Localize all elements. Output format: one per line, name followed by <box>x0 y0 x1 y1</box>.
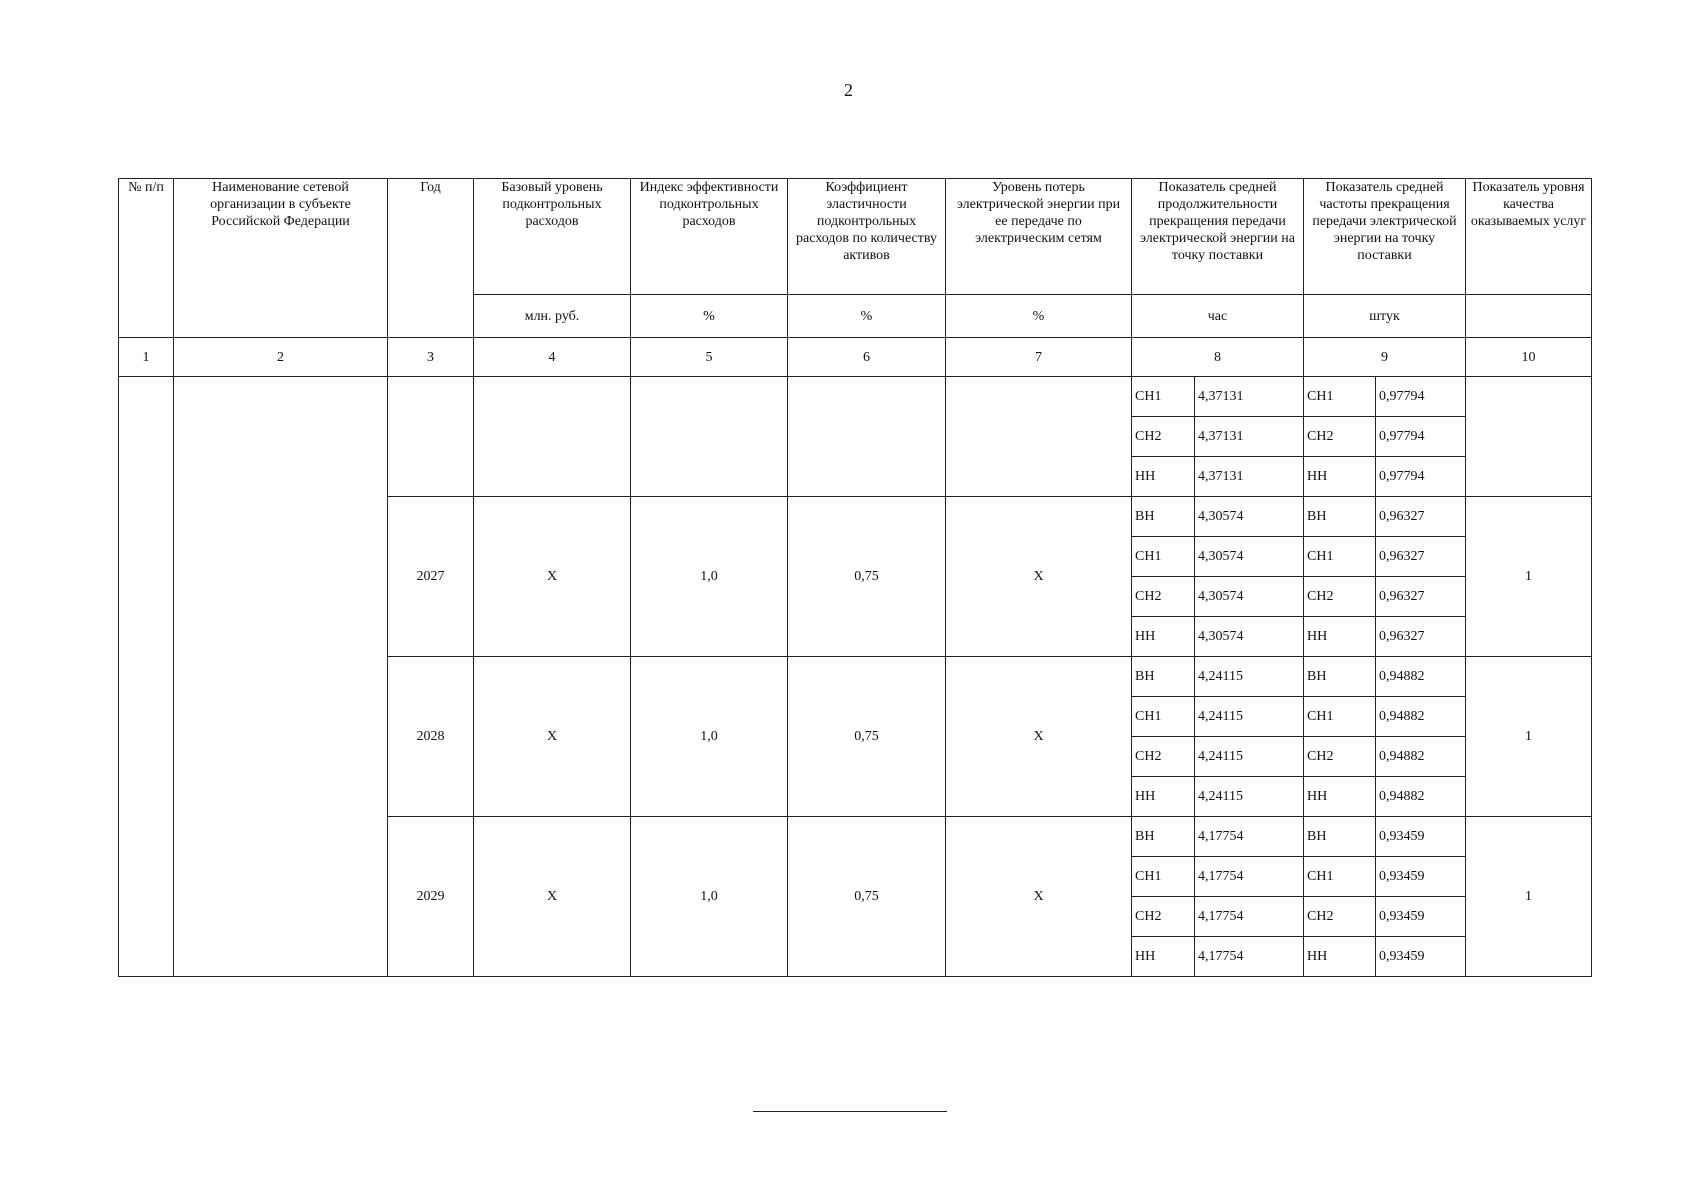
base-level-cell: X <box>474 657 631 817</box>
voltage-level: СН1 <box>1132 697 1195 737</box>
header-elasticity-coefficient: Коэффициент эластичности подконтрольных расходов по количеству активов <box>788 179 946 295</box>
frequency-value: 0,96327 <box>1376 577 1466 617</box>
frequency-value: 0,93459 <box>1376 857 1466 897</box>
voltage-level: ВН <box>1304 817 1376 857</box>
frequency-value: 0,94882 <box>1376 657 1466 697</box>
losses-level-cell <box>946 377 1132 497</box>
voltage-level: НН <box>1132 937 1195 977</box>
year-cell: 2027 <box>388 497 474 657</box>
duration-value: 4,37131 <box>1195 377 1304 417</box>
duration-value: 4,17754 <box>1195 937 1304 977</box>
column-number: 8 <box>1132 338 1304 377</box>
voltage-level: ВН <box>1304 657 1376 697</box>
duration-value: 4,17754 <box>1195 817 1304 857</box>
unit-elasticity-coefficient: % <box>788 295 946 338</box>
voltage-level: СН2 <box>1132 737 1195 777</box>
column-number: 3 <box>388 338 474 377</box>
header-base-level: Базовый уровень подконтрольных расходов <box>474 179 631 295</box>
efficiency-index-cell: 1,0 <box>631 817 788 977</box>
frequency-value: 0,93459 <box>1376 817 1466 857</box>
column-numbers-row <box>119 338 1592 377</box>
voltage-level: СН1 <box>1132 857 1195 897</box>
header-losses-level: Уровень потерь электрической энергии при ее передаче по электрическим сетям <box>946 179 1132 295</box>
header-year: Год <box>388 179 474 338</box>
voltage-level: НН <box>1132 457 1195 497</box>
elasticity-coefficient-cell: 0,75 <box>788 657 946 817</box>
elasticity-coefficient-cell <box>788 377 946 497</box>
voltage-level: ВН <box>1132 817 1195 857</box>
column-number: 9 <box>1304 338 1466 377</box>
voltage-level: СН1 <box>1304 537 1376 577</box>
voltage-level: СН2 <box>1132 577 1195 617</box>
quality-level-cell: 1 <box>1466 817 1592 977</box>
unit-losses-level: % <box>946 295 1132 338</box>
voltage-level: СН1 <box>1132 537 1195 577</box>
voltage-level: СН2 <box>1304 577 1376 617</box>
column-number: 5 <box>631 338 788 377</box>
quality-level-cell: 1 <box>1466 497 1592 657</box>
header-quality-level: Показатель уровня качества оказываемых услуг <box>1466 179 1592 295</box>
voltage-level: СН2 <box>1304 417 1376 457</box>
voltage-level: ВН <box>1132 657 1195 697</box>
duration-value: 4,24115 <box>1195 657 1304 697</box>
header-row <box>119 179 1592 295</box>
frequency-value: 0,94882 <box>1376 737 1466 777</box>
voltage-level: ВН <box>1132 497 1195 537</box>
column-number: 1 <box>119 338 174 377</box>
frequency-value: 0,94882 <box>1376 697 1466 737</box>
column-number: 7 <box>946 338 1132 377</box>
column-number: 2 <box>174 338 388 377</box>
frequency-value: 0,94882 <box>1376 777 1466 817</box>
voltage-level: НН <box>1304 777 1376 817</box>
unit-quality-level <box>1466 295 1592 338</box>
duration-value: 4,30574 <box>1195 617 1304 657</box>
unit-base-level: млн. руб. <box>474 295 631 338</box>
header-number: № п/п <box>119 179 174 338</box>
organization-cell <box>174 377 388 977</box>
duration-value: 4,30574 <box>1195 537 1304 577</box>
duration-value: 4,24115 <box>1195 697 1304 737</box>
frequency-value: 0,97794 <box>1376 417 1466 457</box>
header-organization: Наименование сетевой организации в субъекте Российской Федерации <box>174 179 388 338</box>
year-cell: 2028 <box>388 657 474 817</box>
base-level-cell: X <box>474 817 631 977</box>
footer-divider <box>753 1111 947 1112</box>
voltage-level: ВН <box>1304 497 1376 537</box>
frequency-value: 0,97794 <box>1376 457 1466 497</box>
number-cell <box>119 377 174 977</box>
frequency-value: 0,96327 <box>1376 617 1466 657</box>
duration-value: 4,17754 <box>1195 857 1304 897</box>
duration-value: 4,30574 <box>1195 497 1304 537</box>
voltage-level: НН <box>1304 937 1376 977</box>
voltage-level: СН1 <box>1132 377 1195 417</box>
unit-avg-duration: час <box>1132 295 1304 338</box>
unit-avg-frequency: штук <box>1304 295 1466 338</box>
frequency-value: 0,96327 <box>1376 537 1466 577</box>
duration-value: 4,37131 <box>1195 417 1304 457</box>
table-row <box>119 377 1592 417</box>
voltage-level: СН2 <box>1304 737 1376 777</box>
frequency-value: 0,97794 <box>1376 377 1466 417</box>
frequency-value: 0,96327 <box>1376 497 1466 537</box>
losses-level-cell: X <box>946 657 1132 817</box>
voltage-level: НН <box>1132 777 1195 817</box>
duration-value: 4,37131 <box>1195 457 1304 497</box>
efficiency-index-cell: 1,0 <box>631 657 788 817</box>
voltage-level: СН1 <box>1304 377 1376 417</box>
header-efficiency-index: Индекс эффективности подконтрольных расходов <box>631 179 788 295</box>
voltage-level: СН2 <box>1132 897 1195 937</box>
voltage-level: СН2 <box>1304 897 1376 937</box>
elasticity-coefficient-cell: 0,75 <box>788 497 946 657</box>
losses-level-cell: X <box>946 497 1132 657</box>
quality-level-cell <box>1466 377 1592 497</box>
unit-efficiency-index: % <box>631 295 788 338</box>
base-level-cell: X <box>474 497 631 657</box>
duration-value: 4,24115 <box>1195 737 1304 777</box>
column-number: 6 <box>788 338 946 377</box>
year-cell: 2029 <box>388 817 474 977</box>
quality-level-cell: 1 <box>1466 657 1592 817</box>
base-level-cell <box>474 377 631 497</box>
voltage-level: НН <box>1304 457 1376 497</box>
header-avg-frequency: Показатель средней частоты прекращения передачи электрической энергии на точку поставки <box>1304 179 1466 295</box>
duration-value: 4,24115 <box>1195 777 1304 817</box>
column-number: 10 <box>1466 338 1592 377</box>
elasticity-coefficient-cell: 0,75 <box>788 817 946 977</box>
efficiency-index-cell: 1,0 <box>631 497 788 657</box>
efficiency-index-cell <box>631 377 788 497</box>
frequency-value: 0,93459 <box>1376 897 1466 937</box>
voltage-level: СН2 <box>1132 417 1195 457</box>
page-number: 2 <box>844 80 853 100</box>
losses-level-cell: X <box>946 817 1132 977</box>
header-avg-duration: Показатель средней продолжительности прекращения передачи электрической энергии на точку поставки <box>1132 179 1304 295</box>
voltage-level: НН <box>1132 617 1195 657</box>
frequency-value: 0,93459 <box>1376 937 1466 977</box>
voltage-level: СН1 <box>1304 697 1376 737</box>
column-number: 4 <box>474 338 631 377</box>
voltage-level: НН <box>1304 617 1376 657</box>
duration-value: 4,17754 <box>1195 897 1304 937</box>
voltage-level: СН1 <box>1304 857 1376 897</box>
duration-value: 4,30574 <box>1195 577 1304 617</box>
year-cell <box>388 377 474 497</box>
regulation-table <box>118 178 1592 977</box>
